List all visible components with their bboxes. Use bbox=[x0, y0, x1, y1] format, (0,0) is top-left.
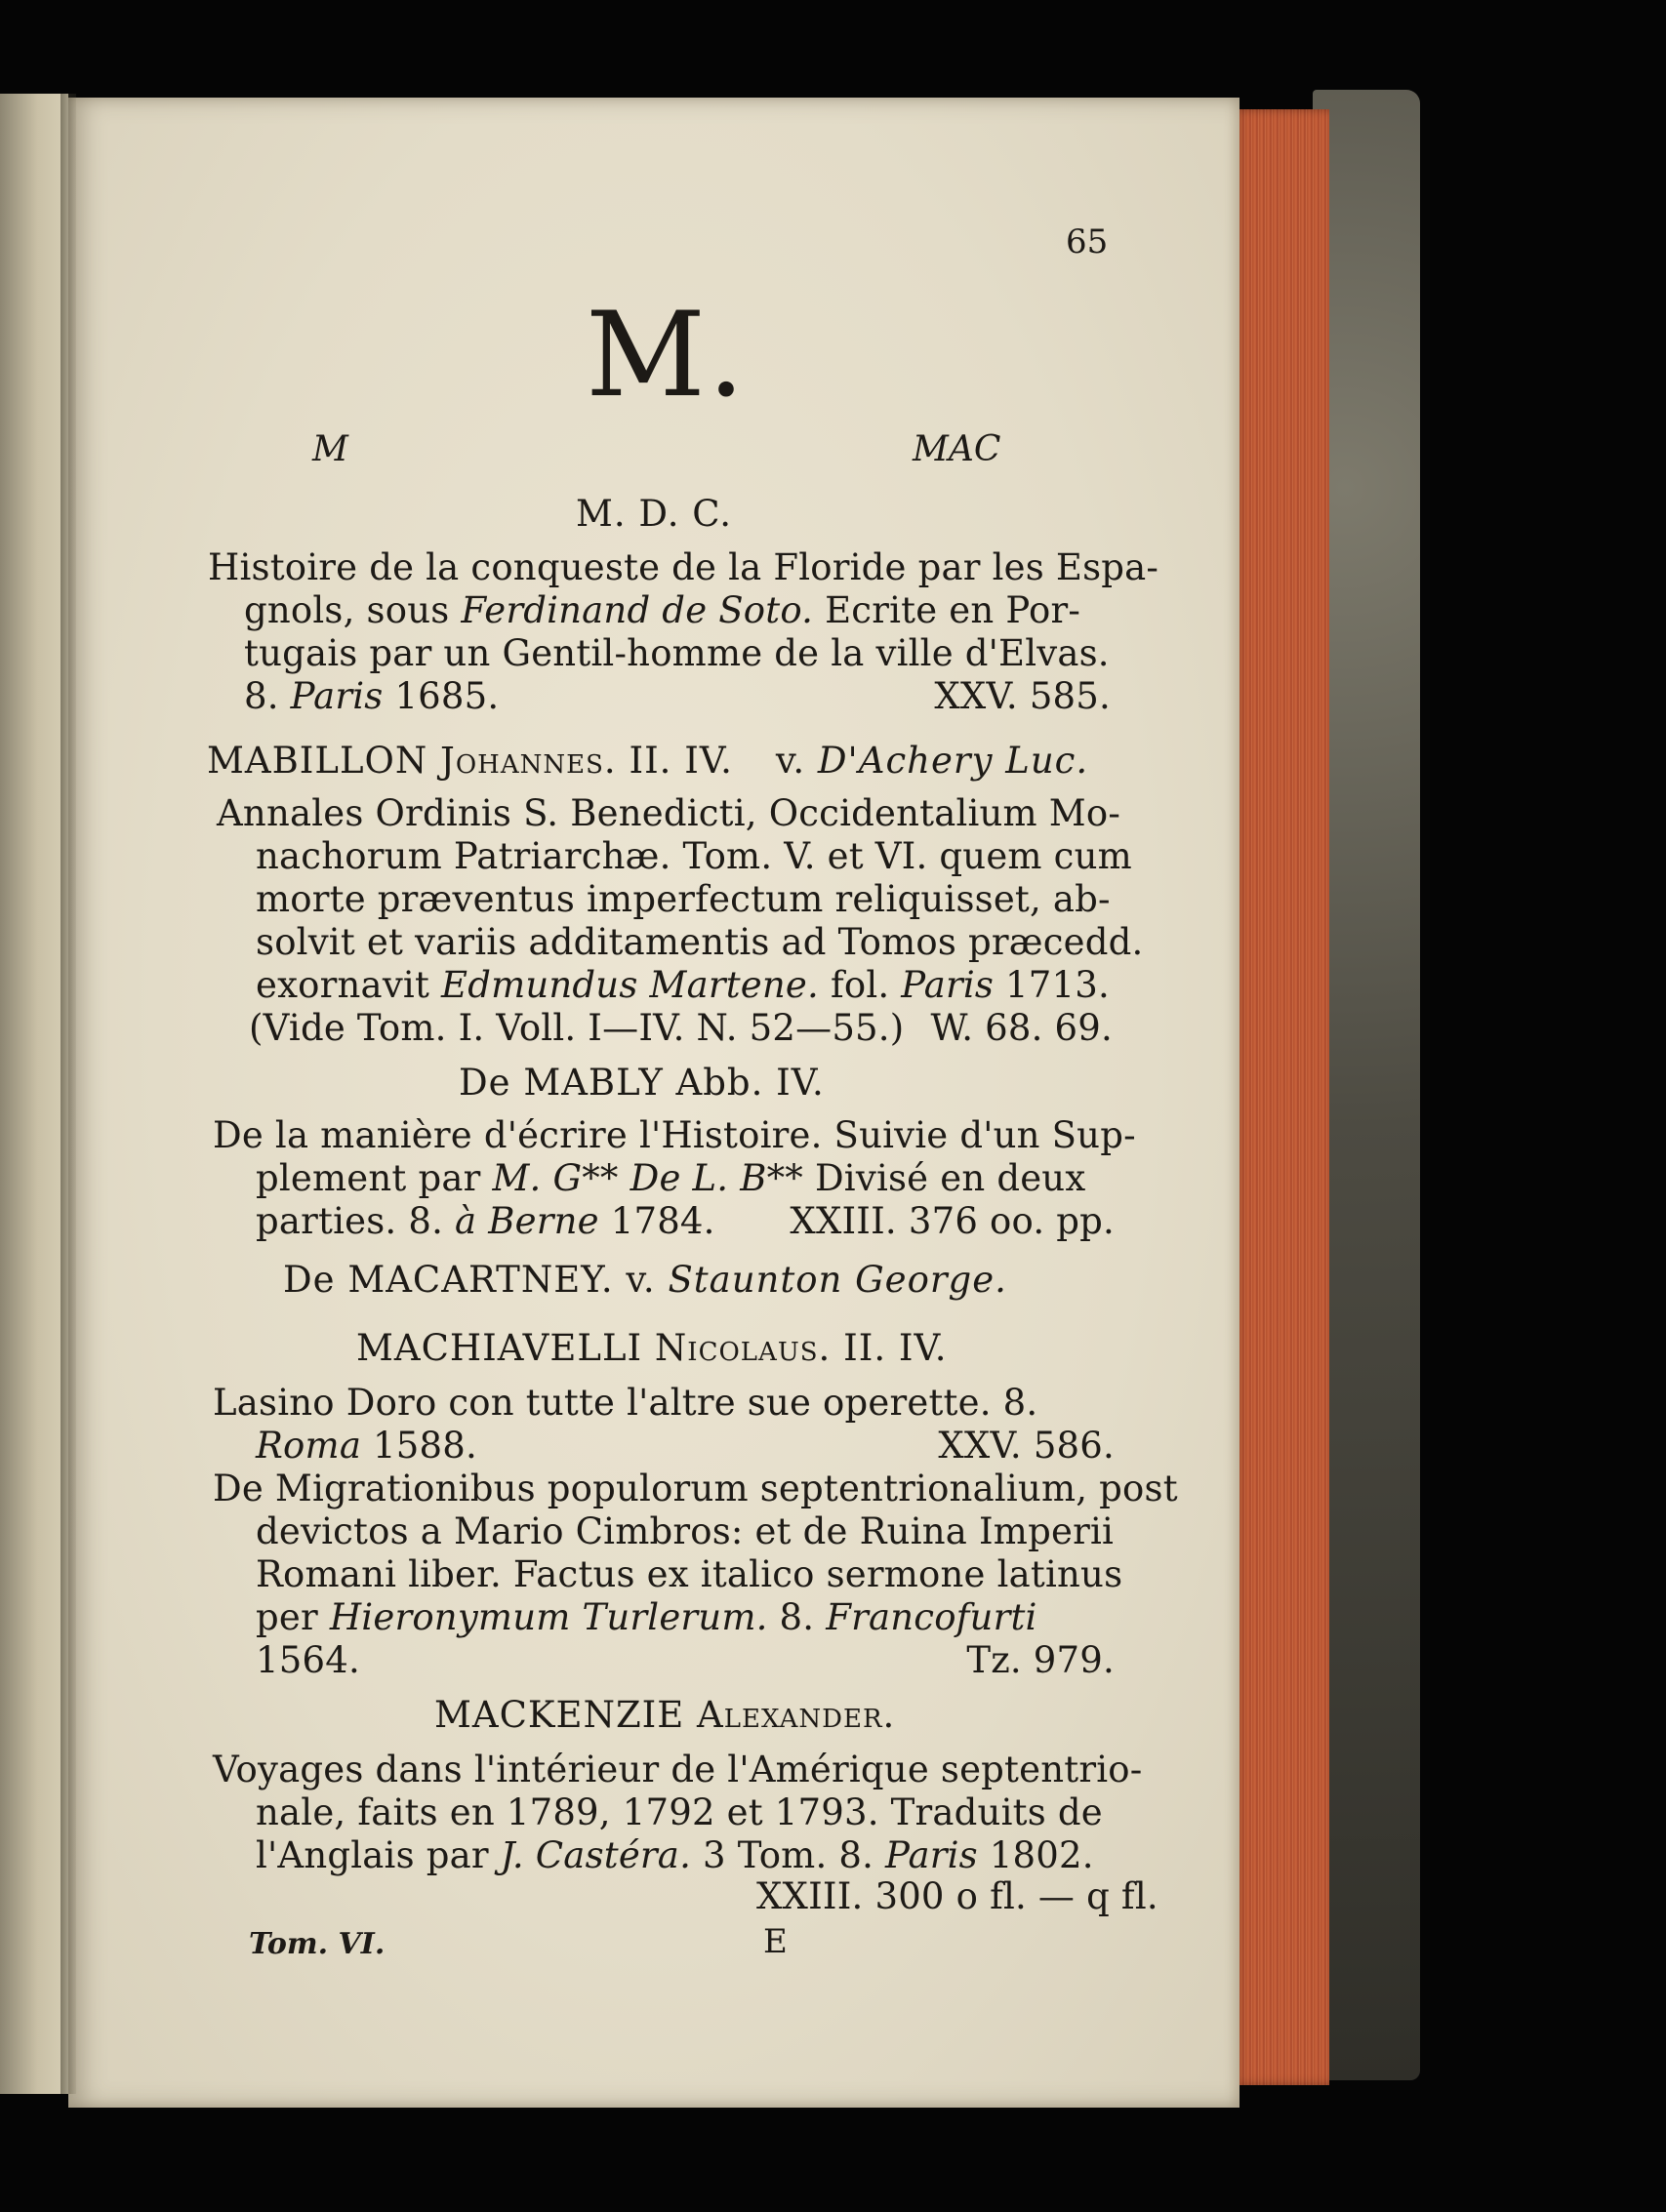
entry-line: Histoire de la conqueste de la Floride par les Espa- bbox=[208, 546, 1159, 588]
entry-line: l'Anglais par J. Castéra. 3 Tom. 8. Paris 1802. bbox=[256, 1834, 1094, 1876]
entry-line: XXIII. 300 o fl. — q fl. bbox=[756, 1875, 1158, 1917]
entry-line: Romani liber. Factus ex italico sermone latinus bbox=[256, 1553, 1123, 1595]
facing-page-edge bbox=[0, 94, 68, 2094]
entry-line: (Vide Tom. I. Voll. I—IV. N. 52—55.) W. 68. 69. bbox=[249, 1007, 1113, 1049]
entry-line: 8. Paris 1685. XXV. 585. bbox=[244, 675, 1111, 717]
entry-line: Annales Ordinis S. Benedicti, Occidentalium Mo- bbox=[217, 792, 1121, 834]
entry-line: nachorum Patriarchæ. Tom. V. et VI. quem cum bbox=[256, 835, 1132, 877]
entry-heading-mabillon: MABILLON Johannes. II. IV. v. D'Achery Luc. bbox=[207, 740, 1089, 782]
entry-heading-macartney: De MACARTNEY. v. Staunton George. bbox=[283, 1259, 1007, 1301]
book-gutter bbox=[61, 94, 76, 2094]
entry-line: per Hieronymum Turlerum. 8. Francofurti bbox=[256, 1596, 1037, 1638]
entry-line: Lasino Doro con tutte l'altre sue operette. 8. bbox=[213, 1382, 1038, 1424]
red-page-edges bbox=[1232, 109, 1329, 2085]
signature-mark: E bbox=[763, 1922, 788, 1961]
entry-line: De la manière d'écrire l'Histoire. Suivie d'un Sup- bbox=[213, 1114, 1136, 1156]
running-head-right: MAC bbox=[913, 429, 1001, 469]
entry-line: morte præventus imperfectum reliquisset, ab- bbox=[256, 878, 1111, 920]
entry-line: 1564. Tz. 979. bbox=[256, 1639, 1115, 1681]
entry-line: solvit et variis additamentis ad Tomos præcedd. bbox=[256, 921, 1144, 963]
entry-heading-mably: De MABLY Abb. IV. bbox=[459, 1062, 825, 1104]
section-letter: M. bbox=[586, 288, 748, 423]
entry-line: devictos a Mario Cimbros: et de Ruina Imperii bbox=[256, 1510, 1115, 1552]
page-number: 65 bbox=[1066, 222, 1109, 261]
entry-line: plement par M. G** De L. B** Divisé en deux bbox=[256, 1157, 1086, 1199]
running-head-left: M bbox=[312, 429, 348, 469]
entry-line: parties. 8. à Berne 1784. XXIII. 376 oo. pp. bbox=[256, 1200, 1115, 1242]
volume-footer: Tom. VI. bbox=[249, 1927, 386, 1961]
entry-line: tugais par un Gentil-homme de la ville d'Elvas. bbox=[244, 632, 1110, 674]
entry-line: exornavit Edmundus Martene. fol. Paris 1713. bbox=[256, 964, 1110, 1006]
entry-line: nale, faits en 1789, 1792 et 1793. Traduits de bbox=[256, 1791, 1103, 1833]
entry-line: gnols, sous Ferdinand de Soto. Ecrite en Por- bbox=[244, 589, 1081, 631]
entry-line: Voyages dans l'intérieur de l'Amérique septentrio- bbox=[213, 1749, 1143, 1790]
entry-heading-mackenzie: MACKENZIE Alexander. bbox=[434, 1694, 896, 1736]
entry-line: Roma 1588. XXV. 586. bbox=[256, 1425, 1115, 1467]
entry-line: De Migrationibus populorum septentrionalium, post bbox=[213, 1468, 1178, 1509]
entry-heading-machiavelli: MACHIAVELLI Nicolaus. II. IV. bbox=[356, 1327, 948, 1369]
entry-heading-mdc: M. D. C. bbox=[576, 493, 733, 535]
